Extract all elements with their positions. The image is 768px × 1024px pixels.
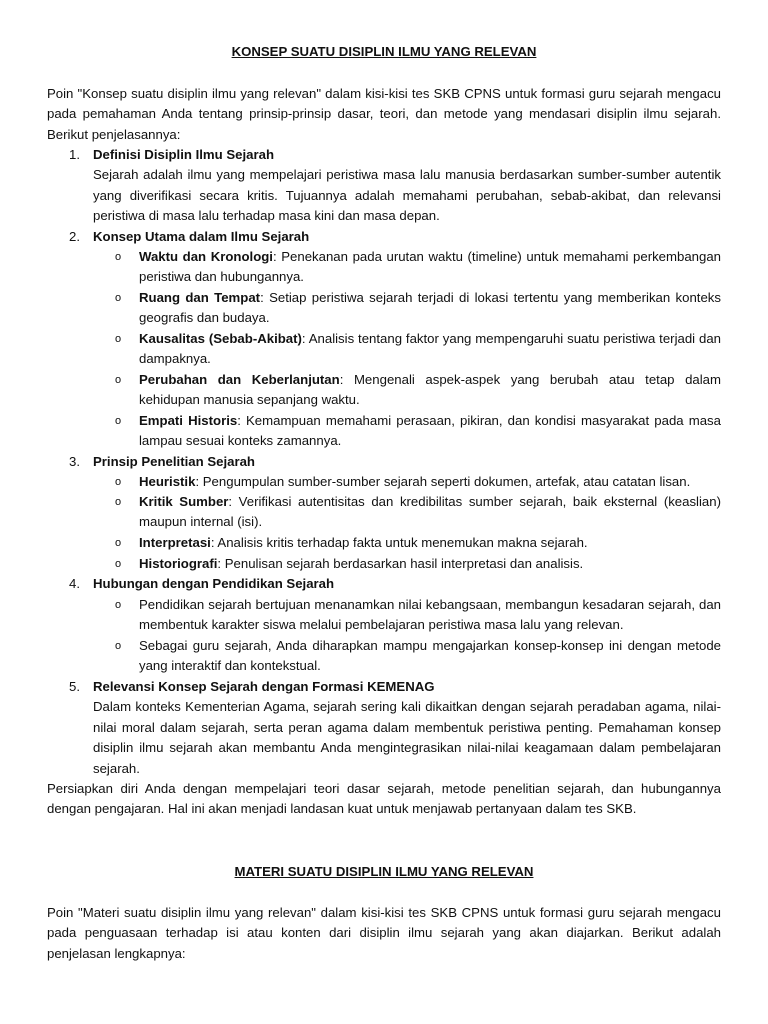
bullet-desc: : Mengenali aspek-aspek yang berubah atau tetap dalam kehidupan manusia sepanjang waktu. (139, 372, 721, 408)
bullet-text: Pendidikan sejarah bertujuan menanamkan nilai kebangsaan, membangun kesadaran sejarah, dan membentuk karakter siswa melalui pembelajaran peristiwa masa lalu yang relevan. (139, 597, 721, 633)
section2-intro: Poin "Materi suatu disiplin ilmu yang relevan" dalam kisi-kisi tes SKB CPNS untuk formasi guru sejarah mengacu pada penguasaan terhadap isi atau konten dari disiplin ilmu sejarah yang akan diajarkan. Berikut adalah penjelasan lengkapnya: (47, 905, 721, 961)
bullet-term: Kausalitas (Sebab-Akibat) (139, 331, 302, 346)
item-heading: Relevansi Konsep Sejarah dengan Formasi KEMENAG (93, 679, 435, 694)
bullet-term: Interpretasi (139, 535, 211, 550)
bullet-text (139, 472, 721, 492)
bullet-text (139, 329, 721, 370)
bullet-text (139, 554, 721, 574)
section2-title: MATERI SUATU DISIPLIN ILMU YANG RELEVAN (234, 864, 534, 879)
section1-intro: Poin "Konsep suatu disiplin ilmu yang relevan" dalam kisi-kisi tes SKB CPNS untuk formasi guru sejarah mengacu pada pemahaman Anda tentang prinsip-prinsip dasar, teori, dan metode yang mendasari disiplin ilmu sejarah. Berikut penjelasannya: (47, 86, 721, 142)
section1-closing: Persiapkan diri Anda dengan mempelajari teori dasar sejarah, metode penelitian sejarah, dan hubungannya dengan pengajaran. Hal ini akan menjadi landasan kuat untuk menjawab pertanyaan dalam tes SKB. (47, 781, 721, 817)
bullet-text (139, 288, 721, 329)
bullet-marker: o (115, 640, 122, 652)
bullet-text: Sebagai guru sejarah, Anda diharapkan mampu mengajarkan konsep-konsep ini dengan metode yang interaktif dan kontekstual. (139, 638, 721, 674)
bullet-term: Perubahan dan Keberlanjutan (139, 372, 340, 387)
item-body: Sejarah adalah ilmu yang mempelajari peristiwa masa lalu manusia berdasarkan sumber-sumber autentik yang diverifikasi secara kritis. Tujuannya adalah memahami perubahan, sebab-akibat, dan relevansi peristiwa di masa lalu terhadap masa kini dan masa depan. (93, 167, 721, 224)
bullet-marker: o (115, 599, 122, 611)
item-body: Dalam konteks Kementerian Agama, sejarah sering kali dikaitkan dengan sejarah peradaban agama, nilai-nilai moral dalam sejarah, serta peran agama dalam membentuk peristiwa penting. Pemahaman konsep disiplin ilmu sejarah akan membantu Anda mengintegrasikan nilai-nilai keagamaan dalam pembelajaran sejarah. (93, 699, 721, 776)
bullet-desc: : Verifikasi autentisitas dan kredibilitas sumber sejarah, baik eksternal (keaslian) maupun internal (isi). (139, 494, 721, 530)
bullet-desc: : Penulisan sejarah berdasarkan hasil interpretasi dan analisis. (217, 556, 584, 571)
bullet-term: Empati Historis (139, 413, 238, 428)
bullet-desc: : Penekanan pada urutan waktu (timeline) untuk memahami perkembangan peristiwa dan hubungannya. (139, 249, 722, 285)
bullet-marker: o (115, 496, 122, 508)
bullet-marker: o (115, 292, 122, 304)
bullet-text (139, 411, 721, 452)
bullet-marker: o (115, 415, 122, 427)
bullet-desc: : Analisis tentang faktor yang mempengaruhi suatu peristiwa terjadi dan dampaknya. (139, 331, 721, 367)
bullet-text (139, 370, 721, 411)
bullet-text (139, 247, 721, 288)
bullet-term: Waktu dan Kronologi (139, 249, 273, 264)
bullet-term: Historiografi (139, 556, 218, 571)
bullet-text (139, 533, 721, 553)
bullet-marker: o (115, 374, 122, 386)
item-heading: Konsep Utama dalam Ilmu Sejarah (93, 229, 310, 244)
bullet-marker: o (115, 333, 122, 345)
section1-title: KONSEP SUATU DISIPLIN ILMU YANG RELEVAN (231, 44, 537, 59)
bullet-text (139, 492, 721, 533)
bullet-term: Heuristik (139, 474, 196, 489)
bullet-marker: o (115, 476, 122, 488)
item-heading: Hubungan dengan Pendidikan Sejarah (93, 576, 335, 591)
item-heading: Prinsip Penelitian Sejarah (93, 454, 255, 469)
bullet-marker: o (115, 558, 122, 570)
bullet-desc: : Pengumpulan sumber-sumber sejarah seperti dokumen, artefak, atau catatan lisan. (195, 474, 691, 489)
item-number: 4. (69, 576, 80, 591)
bullet-term: Kritik Sumber (139, 494, 229, 509)
bullet-desc: : Setiap peristiwa sejarah terjadi di lokasi tertentu yang memberikan konteks geografis dan budaya. (139, 290, 721, 326)
item-number: 5. (69, 679, 80, 694)
bullet-marker: o (115, 537, 122, 549)
bullet-desc: : Analisis kritis terhadap fakta untuk menemukan makna sejarah. (210, 535, 588, 550)
item-heading: Definisi Disiplin Ilmu Sejarah (93, 147, 275, 162)
bullet-term: Ruang dan Tempat (139, 290, 261, 305)
item-number: 2. (69, 229, 80, 244)
bullet-desc: : Kemampuan memahami perasaan, pikiran, dan kondisi masyarakat pada masa lampau sesuai konteks zamannya. (139, 413, 721, 449)
bullet-marker: o (115, 251, 122, 263)
item-number: 1. (69, 147, 80, 162)
item-number: 3. (69, 454, 80, 469)
